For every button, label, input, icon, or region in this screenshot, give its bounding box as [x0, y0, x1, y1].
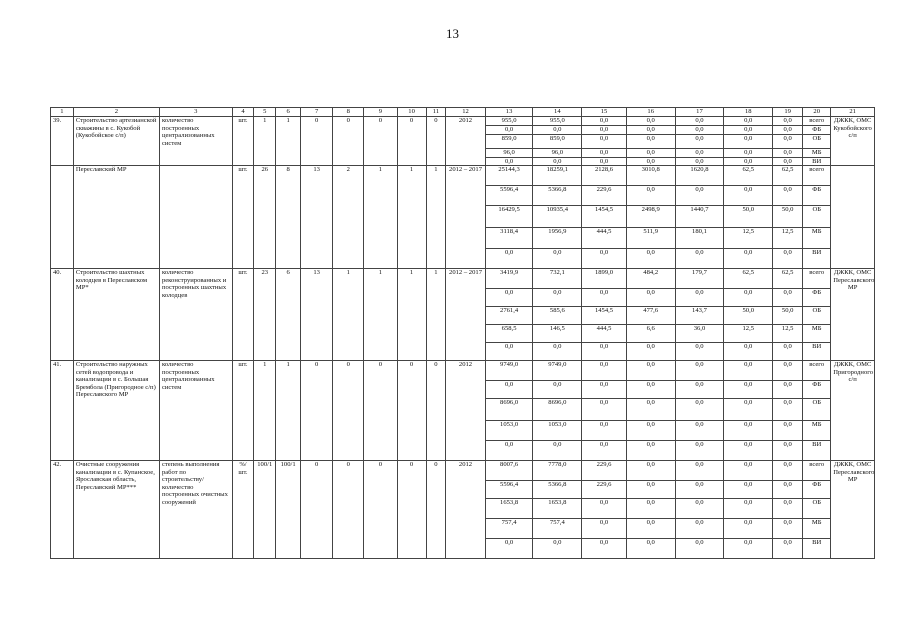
amount-cell: 0,0 [773, 441, 803, 461]
funding-source-cell: всего [803, 166, 831, 186]
amount-cell: 0,0 [675, 441, 724, 461]
amount-cell: 9749,0 [533, 361, 582, 381]
column-number-cell: 4 [232, 108, 254, 117]
amount-cell: 859,0 [485, 134, 533, 148]
executor-cell: ДЖКК, ОМС Кукобойского с/п [831, 117, 875, 166]
amount-cell: 0,0 [773, 499, 803, 519]
measure-name: Строительство наружных сетей водопровода и канализации в с. Большая Брембола (Пригородное с/п) Переславского МР [73, 361, 159, 461]
funding-source-cell: ФБ [803, 186, 831, 206]
amount-cell: 0,0 [773, 343, 803, 361]
amount-cell: 658,5 [485, 325, 533, 343]
amount-cell: 50,0 [773, 206, 803, 228]
amount-cell: 0,0 [582, 126, 627, 135]
amount-cell: 50,0 [724, 307, 773, 325]
amount-cell: 0,0 [626, 148, 675, 157]
column-number-cell: 1 [51, 108, 74, 117]
column-number-cell: 3 [159, 108, 232, 117]
value-col7: 13 [301, 166, 333, 269]
row-number: 39. [51, 117, 74, 166]
amount-cell: 0,0 [582, 519, 627, 539]
amount-cell: 3010,8 [626, 166, 675, 186]
amount-cell: 3419,9 [485, 269, 533, 289]
amount-cell: 0,0 [582, 134, 627, 148]
amount-cell: 0,0 [724, 421, 773, 441]
indicator-name: степень выполнения работ по строительству/ количество построенных очистных сооружений [159, 461, 232, 559]
amount-cell: 0,0 [626, 343, 675, 361]
amount-cell: 0,0 [582, 289, 627, 307]
amount-cell: 3118,4 [485, 228, 533, 249]
amount-cell: 2498,9 [626, 206, 675, 228]
amount-cell: 0,0 [724, 157, 773, 166]
amount-cell: 180,1 [675, 228, 724, 249]
amount-cell: 0,0 [582, 421, 627, 441]
column-number-cell: 5 [254, 108, 276, 117]
amount-cell: 0,0 [582, 399, 627, 421]
amount-cell: 0,0 [773, 157, 803, 166]
amount-cell: 0,0 [533, 157, 582, 166]
period-cell: 2012 [446, 117, 485, 166]
measure-name: Переславский МР [73, 166, 159, 269]
value-col5: 23 [254, 269, 276, 361]
amount-cell: 8007,6 [485, 461, 533, 481]
column-number-cell: 21 [831, 108, 875, 117]
column-number-cell: 14 [533, 108, 582, 117]
amount-cell: 0,0 [675, 519, 724, 539]
amount-cell: 0,0 [582, 539, 627, 559]
amount-cell: 0,0 [675, 361, 724, 381]
amount-cell: 12,5 [724, 228, 773, 249]
amount-cell: 0,0 [626, 519, 675, 539]
value-col8: 2 [333, 166, 364, 269]
measure-name: Строительство шахтных колодцев в Переславском МР* [73, 269, 159, 361]
amount-cell: 0,0 [724, 539, 773, 559]
table-row [51, 166, 875, 186]
amount-cell: 0,0 [582, 117, 627, 126]
amount-cell: 0,0 [773, 186, 803, 206]
column-number-cell: 7 [301, 108, 333, 117]
amount-cell: 732,1 [533, 269, 582, 289]
program-table [50, 107, 875, 559]
value-col10: 1 [397, 269, 426, 361]
period-cell: 2012 [446, 361, 485, 461]
period-cell: 2012 – 2017 [446, 269, 485, 361]
amount-cell: 0,0 [724, 461, 773, 481]
amount-cell: 0,0 [533, 343, 582, 361]
amount-cell: 0,0 [626, 441, 675, 461]
amount-cell: 0,0 [485, 343, 533, 361]
funding-source-cell: всего [803, 361, 831, 381]
funding-source-cell: ВИ [803, 249, 831, 269]
amount-cell: 0,0 [533, 126, 582, 135]
value-col8: 0 [333, 461, 364, 559]
amount-cell: 0,0 [533, 289, 582, 307]
value-col11: 0 [426, 117, 446, 166]
amount-cell: 62,5 [724, 269, 773, 289]
funding-source-cell: всего [803, 269, 831, 289]
amount-cell: 0,0 [626, 481, 675, 499]
amount-cell: 0,0 [626, 289, 675, 307]
amount-cell: 0,0 [626, 361, 675, 381]
amount-cell: 0,0 [582, 148, 627, 157]
executor-cell: ДЖКК, ОМС Переславского МР [831, 269, 875, 361]
funding-source-cell: ОБ [803, 499, 831, 519]
funding-source-cell: ОБ [803, 307, 831, 325]
column-number-row [51, 108, 875, 117]
value-col10: 0 [397, 361, 426, 461]
column-number-cell: 19 [773, 108, 803, 117]
amount-cell: 62,5 [773, 269, 803, 289]
amount-cell: 8696,0 [485, 399, 533, 421]
amount-cell: 0,0 [675, 126, 724, 135]
table-body [51, 108, 875, 559]
table-row [51, 269, 875, 289]
amount-cell: 0,0 [724, 481, 773, 499]
amount-cell: 477,6 [626, 307, 675, 325]
row-number: 40. [51, 269, 74, 361]
funding-source-cell: ФБ [803, 289, 831, 307]
amount-cell: 0,0 [533, 441, 582, 461]
amount-cell: 8696,0 [533, 399, 582, 421]
amount-cell: 36,0 [675, 325, 724, 343]
funding-source-cell: ВИ [803, 157, 831, 166]
amount-cell: 0,0 [626, 134, 675, 148]
value-col5: 1 [254, 117, 276, 166]
amount-cell: 0,0 [533, 249, 582, 269]
amount-cell: 0,0 [773, 399, 803, 421]
column-number-cell: 2 [73, 108, 159, 117]
amount-cell: 0,0 [675, 134, 724, 148]
row-number: 41. [51, 361, 74, 461]
table-row [51, 361, 875, 381]
amount-cell: 0,0 [626, 499, 675, 519]
amount-cell: 1620,8 [675, 166, 724, 186]
amount-cell: 5366,8 [533, 186, 582, 206]
amount-cell: 1653,8 [485, 499, 533, 519]
amount-cell: 0,0 [582, 343, 627, 361]
value-col5: 100/1 [254, 461, 276, 559]
amount-cell: 0,0 [724, 117, 773, 126]
amount-cell: 444,5 [582, 325, 627, 343]
amount-cell: 0,0 [485, 289, 533, 307]
amount-cell: 859,0 [533, 134, 582, 148]
unit-cell: шт. [232, 166, 254, 269]
amount-cell: 229,6 [582, 461, 627, 481]
amount-cell: 484,2 [626, 269, 675, 289]
funding-source-cell: МБ [803, 421, 831, 441]
value-col9: 0 [364, 361, 397, 461]
amount-cell: 0,0 [724, 399, 773, 421]
value-col6: 8 [276, 166, 301, 269]
amount-cell: 0,0 [724, 499, 773, 519]
column-number-cell: 20 [803, 108, 831, 117]
funding-source-cell: ОБ [803, 399, 831, 421]
amount-cell: 757,4 [485, 519, 533, 539]
amount-cell: 0,0 [485, 441, 533, 461]
amount-cell: 0,0 [724, 441, 773, 461]
amount-cell: 0,0 [773, 134, 803, 148]
amount-cell: 1053,0 [533, 421, 582, 441]
amount-cell: 0,0 [773, 381, 803, 399]
funding-source-cell: МБ [803, 519, 831, 539]
amount-cell: 0,0 [626, 421, 675, 441]
amount-cell: 0,0 [626, 126, 675, 135]
amount-cell: 96,0 [533, 148, 582, 157]
amount-cell: 10935,4 [533, 206, 582, 228]
amount-cell: 146,5 [533, 325, 582, 343]
amount-cell: 0,0 [485, 157, 533, 166]
amount-cell: 1454,5 [582, 206, 627, 228]
amount-cell: 0,0 [724, 289, 773, 307]
amount-cell: 5596,4 [485, 186, 533, 206]
amount-cell: 62,5 [773, 166, 803, 186]
value-col9: 0 [364, 461, 397, 559]
amount-cell: 0,0 [773, 461, 803, 481]
amount-cell: 1899,0 [582, 269, 627, 289]
amount-cell: 0,0 [582, 441, 627, 461]
funding-source-cell: ОБ [803, 206, 831, 228]
amount-cell: 0,0 [773, 249, 803, 269]
column-number-cell: 15 [582, 108, 627, 117]
funding-source-cell: ФБ [803, 381, 831, 399]
amount-cell: 0,0 [675, 186, 724, 206]
amount-cell: 955,0 [533, 117, 582, 126]
amount-cell: 1454,5 [582, 307, 627, 325]
amount-cell: 16429,5 [485, 206, 533, 228]
measure-name: Очистные сооружения канализации в с. Купанское, Ярославская область, Переславский МР*** [73, 461, 159, 559]
amount-cell: 511,9 [626, 228, 675, 249]
amount-cell: 143,7 [675, 307, 724, 325]
executor-cell: ДЖКК, ОМС Переславского МР [831, 461, 875, 559]
amount-cell: 0,0 [773, 519, 803, 539]
amount-cell: 0,0 [626, 399, 675, 421]
value-col7: 13 [301, 269, 333, 361]
amount-cell: 0,0 [626, 157, 675, 166]
amount-cell: 0,0 [626, 461, 675, 481]
period-cell: 2012 [446, 461, 485, 559]
value-col9: 1 [364, 166, 397, 269]
column-number-cell: 16 [626, 108, 675, 117]
amount-cell: 25144,3 [485, 166, 533, 186]
funding-source-cell: МБ [803, 148, 831, 157]
funding-source-cell: всего [803, 117, 831, 126]
amount-cell: 1956,9 [533, 228, 582, 249]
amount-cell: 0,0 [582, 157, 627, 166]
indicator-name: количество построенных централизованных систем [159, 117, 232, 166]
value-col7: 0 [301, 461, 333, 559]
amount-cell: 955,0 [485, 117, 533, 126]
column-number-cell: 13 [485, 108, 533, 117]
amount-cell: 0,0 [773, 148, 803, 157]
amount-cell: 229,6 [582, 481, 627, 499]
amount-cell: 0,0 [675, 289, 724, 307]
funding-source-cell: ВИ [803, 343, 831, 361]
amount-cell: 0,0 [773, 117, 803, 126]
measure-name: Строительство артезианской скважины в с. Кукобой (Кукобойское с/п) [73, 117, 159, 166]
value-col8: 0 [333, 117, 364, 166]
amount-cell: 0,0 [773, 289, 803, 307]
executor-cell: ДЖКК, ОМС Пригородного с/п [831, 361, 875, 461]
unit-cell: шт. [232, 269, 254, 361]
funding-source-cell: ВИ [803, 539, 831, 559]
funding-source-cell: ОБ [803, 134, 831, 148]
amount-cell: 444,5 [582, 228, 627, 249]
amount-cell: 9749,0 [485, 361, 533, 381]
amount-cell: 229,6 [582, 186, 627, 206]
value-col6: 1 [276, 361, 301, 461]
amount-cell: 0,0 [773, 481, 803, 499]
column-number-cell: 17 [675, 108, 724, 117]
amount-cell: 0,0 [675, 157, 724, 166]
funding-source-cell: МБ [803, 228, 831, 249]
amount-cell: 62,5 [724, 166, 773, 186]
column-number-cell: 9 [364, 108, 397, 117]
column-number-cell: 18 [724, 108, 773, 117]
amount-cell: 0,0 [724, 148, 773, 157]
amount-cell: 18259,1 [533, 166, 582, 186]
amount-cell: 0,0 [724, 361, 773, 381]
amount-cell: 7778,0 [533, 461, 582, 481]
amount-cell: 0,0 [773, 421, 803, 441]
value-col7: 0 [301, 117, 333, 166]
value-col11: 0 [426, 361, 446, 461]
amount-cell: 0,0 [724, 343, 773, 361]
amount-cell: 0,0 [724, 519, 773, 539]
value-col10: 1 [397, 166, 426, 269]
unit-cell: шт. [232, 117, 254, 166]
amount-cell: 0,0 [675, 343, 724, 361]
amount-cell: 0,0 [773, 539, 803, 559]
amount-cell: 0,0 [724, 186, 773, 206]
amount-cell: 0,0 [485, 381, 533, 399]
amount-cell: 0,0 [675, 148, 724, 157]
indicator-name [159, 166, 232, 269]
amount-cell: 0,0 [724, 381, 773, 399]
funding-source-cell: всего [803, 461, 831, 481]
row-number [51, 166, 74, 269]
amount-cell: 0,0 [675, 461, 724, 481]
amount-cell: 0,0 [675, 539, 724, 559]
value-col5: 26 [254, 166, 276, 269]
amount-cell: 5366,8 [533, 481, 582, 499]
amount-cell: 0,0 [533, 539, 582, 559]
amount-cell: 2128,6 [582, 166, 627, 186]
table-row [51, 461, 875, 481]
amount-cell: 1440,7 [675, 206, 724, 228]
funding-source-cell: ФБ [803, 126, 831, 135]
amount-cell: 6,6 [626, 325, 675, 343]
amount-cell: 0,0 [485, 126, 533, 135]
amount-cell: 0,0 [626, 117, 675, 126]
column-number-cell: 12 [446, 108, 485, 117]
amount-cell: 0,0 [724, 249, 773, 269]
amount-cell: 50,0 [773, 307, 803, 325]
amount-cell: 12,5 [773, 228, 803, 249]
indicator-name: количество построенных централизованных систем [159, 361, 232, 461]
amount-cell: 0,0 [675, 499, 724, 519]
amount-cell: 0,0 [675, 421, 724, 441]
amount-cell: 0,0 [485, 249, 533, 269]
value-col11: 0 [426, 461, 446, 559]
amount-cell: 12,5 [724, 325, 773, 343]
period-cell: 2012 – 2017 [446, 166, 485, 269]
amount-cell: 12,5 [773, 325, 803, 343]
amount-cell: 5596,4 [485, 481, 533, 499]
value-col6: 1 [276, 117, 301, 166]
amount-cell: 0,0 [773, 126, 803, 135]
amount-cell: 179,7 [675, 269, 724, 289]
funding-source-cell: ВИ [803, 441, 831, 461]
amount-cell: 0,0 [675, 249, 724, 269]
value-col9: 0 [364, 117, 397, 166]
amount-cell: 0,0 [582, 499, 627, 519]
amount-cell: 0,0 [675, 381, 724, 399]
value-col11: 1 [426, 166, 446, 269]
amount-cell: 757,4 [533, 519, 582, 539]
column-number-cell: 11 [426, 108, 446, 117]
amount-cell: 0,0 [675, 481, 724, 499]
row-number: 42. [51, 461, 74, 559]
amount-cell: 0,0 [724, 134, 773, 148]
column-number-cell: 6 [276, 108, 301, 117]
value-col6: 6 [276, 269, 301, 361]
amount-cell: 0,0 [485, 539, 533, 559]
executor-cell [831, 166, 875, 269]
value-col9: 1 [364, 269, 397, 361]
funding-source-cell: МБ [803, 325, 831, 343]
amount-cell: 585,6 [533, 307, 582, 325]
page-number: 13 [446, 26, 459, 41]
amount-cell: 0,0 [626, 186, 675, 206]
amount-cell: 0,0 [773, 361, 803, 381]
unit-cell: %/ шт. [232, 461, 254, 559]
amount-cell: 96,0 [485, 148, 533, 157]
unit-cell: шт. [232, 361, 254, 461]
column-number-cell: 10 [397, 108, 426, 117]
amount-cell: 0,0 [582, 381, 627, 399]
amount-cell: 0,0 [533, 381, 582, 399]
table-row [51, 117, 875, 126]
amount-cell: 0,0 [724, 126, 773, 135]
amount-cell: 50,0 [724, 206, 773, 228]
amount-cell: 0,0 [582, 249, 627, 269]
value-col7: 0 [301, 361, 333, 461]
value-col6: 100/1 [276, 461, 301, 559]
value-col10: 0 [397, 117, 426, 166]
amount-cell: 0,0 [582, 361, 627, 381]
amount-cell: 2761,4 [485, 307, 533, 325]
funding-source-cell: ФБ [803, 481, 831, 499]
value-col11: 1 [426, 269, 446, 361]
column-number-cell: 8 [333, 108, 364, 117]
amount-cell: 0,0 [626, 381, 675, 399]
amount-cell: 0,0 [675, 399, 724, 421]
amount-cell: 1053,0 [485, 421, 533, 441]
value-col10: 0 [397, 461, 426, 559]
amount-cell: 0,0 [626, 249, 675, 269]
amount-cell: 0,0 [675, 117, 724, 126]
amount-cell: 1653,8 [533, 499, 582, 519]
value-col8: 0 [333, 361, 364, 461]
value-col5: 1 [254, 361, 276, 461]
value-col8: 1 [333, 269, 364, 361]
indicator-name: количество реконструированных и построенных шахтных колодцев [159, 269, 232, 361]
amount-cell: 0,0 [626, 539, 675, 559]
